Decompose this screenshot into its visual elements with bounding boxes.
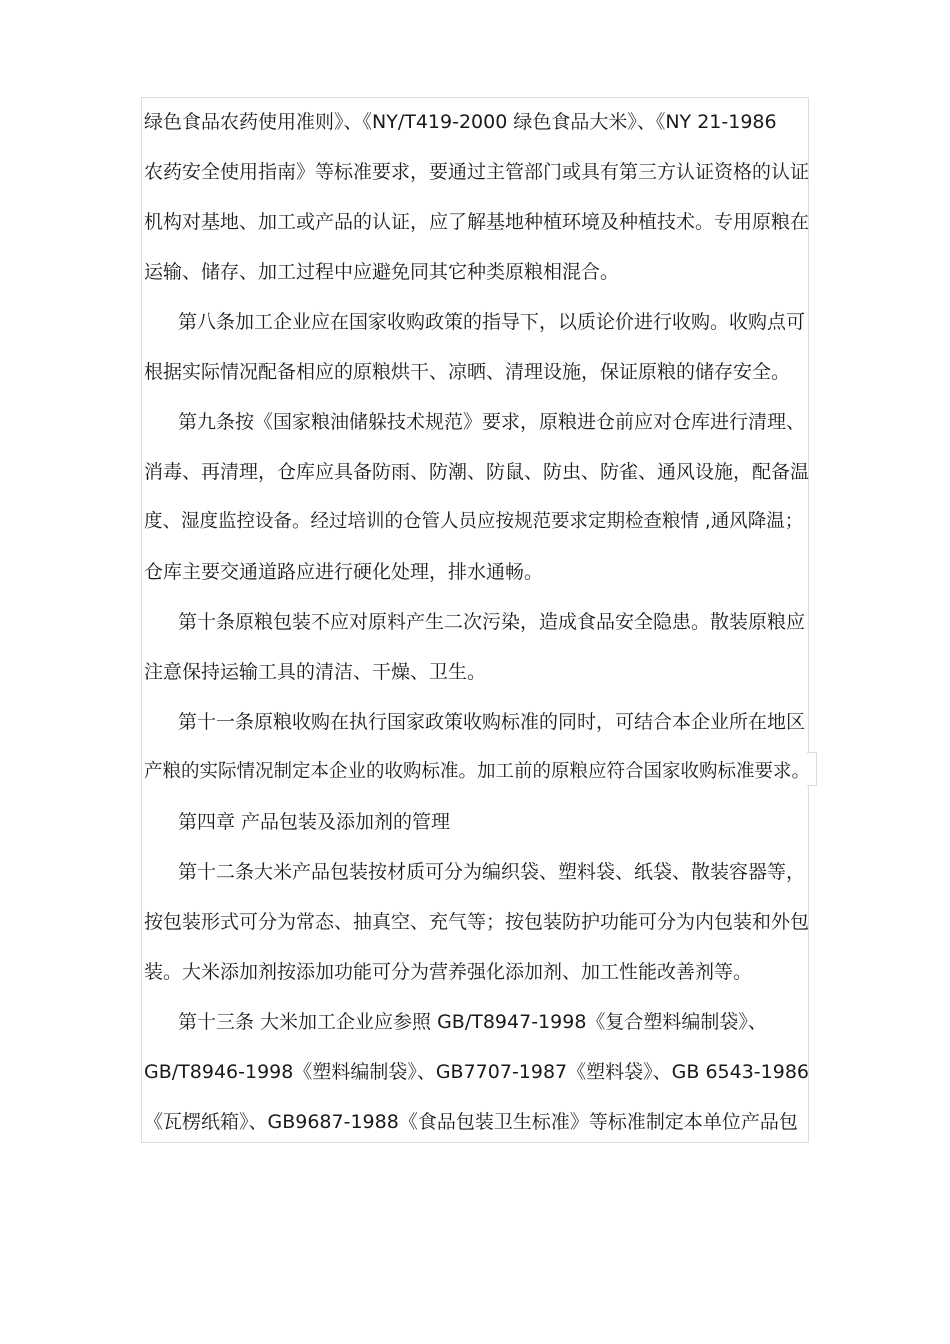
text-line: 度、湿度监控设备。经过培训的仓管人员应按规范要求定期检查粮情 ,通风降温； xyxy=(144,511,804,532)
text-line: 消毒、再清理，仓库应具备防雨、防潮、防鼠、防虫、防雀、通风设施，配备温 xyxy=(144,461,810,483)
text-line: 根据实际情况配备相应的原粮烘干、凉晒、清理设施，保证原粮的储存安全。 xyxy=(144,361,791,383)
text-line: 运输、储存、加工过程中应避免同其它种类原粮相混合。 xyxy=(144,261,620,283)
text-line: 按包装形式可分为常态、抽真空、充气等；按包装防护功能可分为内包装和外包 xyxy=(144,911,810,933)
text-line: 第九条按《国家粮油储躲技术规范》要求，原粮进仓前应对仓库进行清理、 xyxy=(178,411,806,433)
text-line: 第十一条原粮收购在执行国家政策收购标准的同时，可结合本企业所在地区 xyxy=(178,711,806,733)
text-line: 第四章 产品包装及添加剂的管理 xyxy=(178,811,451,833)
text-line: 第十二条大米产品包装按材质可分为编织袋、塑料袋、纸袋、散装容器等， xyxy=(178,861,806,883)
text-line: 机构对基地、加工或产品的认证，应了解基地种植环境及种植技术。专用原粮在 xyxy=(144,211,810,233)
text-line: 仓库主要交通道路应进行硬化处理，排水通畅。 xyxy=(144,561,544,583)
text-line: 第八条加工企业应在国家收购政策的指导下，以质论价进行收购。收购点可 xyxy=(178,311,806,333)
text-line: 装。大米添加剂按添加功能可分为营养强化添加剂、加工性能改善剂等。 xyxy=(144,961,753,983)
document-body xyxy=(144,97,810,1147)
text-line: 第十三条 大米加工企业应参照 GB/T8947-1998《复合塑料编制袋》、 xyxy=(178,1011,767,1033)
text-line: GB/T8946-1998《塑料编制袋》、GB7707-1987《塑料袋》、GB 6543-1986 xyxy=(144,1061,810,1083)
text-line: 产粮的实际情况制定本企业的收购标准。加工前的原粮应符合国家收购标准要求。 xyxy=(144,761,811,782)
text-line: 绿色食品农药使用准则》、《NY/T419-2000 绿色食品大米》、《NY 21-1986 xyxy=(144,111,777,133)
text-line: 《瓦楞纸箱》、GB9687-1988《食品包装卫生标准》等标准制定本单位产品包 xyxy=(144,1111,798,1133)
text-line: 第十条原粮包装不应对原料产生二次污染，造成食品安全隐患。散装原粮应 xyxy=(178,611,806,633)
text-line: 农药安全使用指南》等标准要求，要通过主管部门或具有第三方认证资格的认证 xyxy=(144,161,810,183)
text-line: 注意保持运输工具的清洁、干燥、卫生。 xyxy=(144,661,487,683)
